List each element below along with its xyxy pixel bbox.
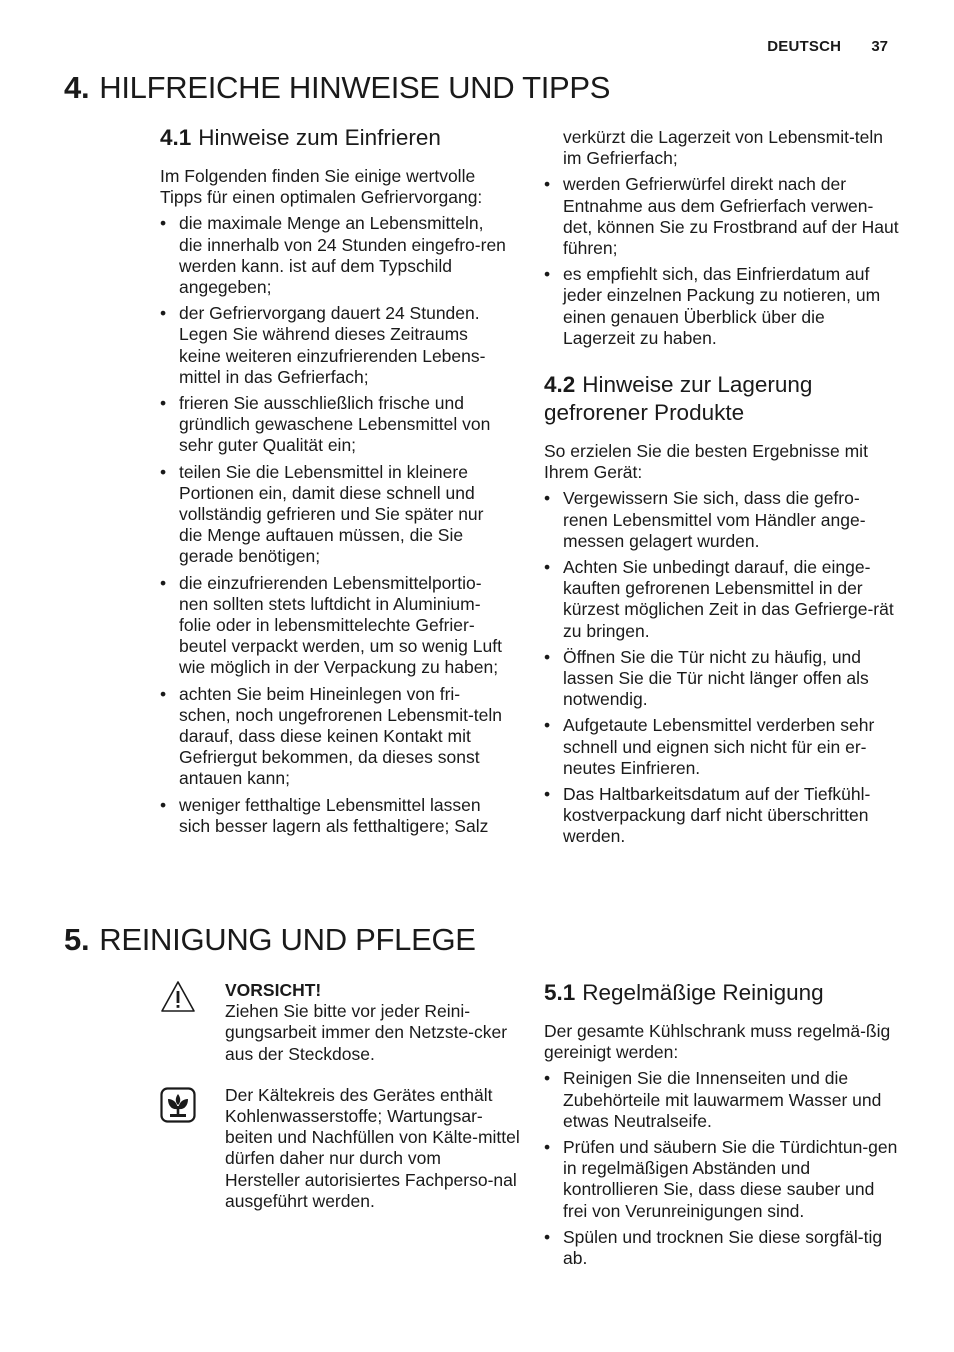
environment-text: Der Kältekreis des Gerätes enthält Kohlenwasserstoffe; Wartungsar-beiten und Nachfüllen von Kälte-mittel dürfen daher nur durch vom Hersteller autorisiertes Fachperso-nal ausgeführt werden. xyxy=(225,1084,520,1211)
section-4-1-column xyxy=(160,124,510,842)
section-4-2-column xyxy=(544,127,900,853)
list-item: • Vergewissern Sie sich, dass die gefro-renen Lebensmittel vom Händler ange-messen gelagert wurden. xyxy=(544,488,900,552)
caution-title: VORSICHT! xyxy=(225,980,322,1000)
list-item: • Aufgetaute Lebensmittel verderben sehr schnell und eignen sich nicht für ein er-neutes Einfrieren. xyxy=(544,715,900,779)
subsection-4-2-title: Hinweise zur Lagerung gefrorener Produkte xyxy=(544,372,813,426)
caution-note xyxy=(160,980,520,1065)
list-item: • Reinigen Sie die Innenseiten und die Zubehörteile mit lauwarmem Wasser und etwas Neutralseife. xyxy=(544,1068,900,1132)
warning-triangle-icon xyxy=(160,980,196,1018)
caution-notes xyxy=(160,980,520,1212)
subsection-5-1-title: Regelmäßige Reinigung xyxy=(582,980,824,1005)
subsection-5-1-intro: Der gesamte Kühlschrank muss regelmä-ßig gereinigt werden: xyxy=(544,1021,891,1063)
subsection-5-1-number: 5.1 xyxy=(544,980,576,1005)
caution-text: Ziehen Sie bitte vor jeder Reini-gungsarbeit immer den Netzste-cker aus der Steckdose. xyxy=(225,1001,508,1064)
list-item: • die einzufrierenden Lebensmittelportio-nen sollten stets luftdicht in Aluminium-folie oder in lebensmittelechte Gefrier-beutel verpackt werden, um so wenig Luft wie möglich in der Verpackung zu haben; xyxy=(160,573,510,679)
section-4-heading xyxy=(64,70,610,106)
subsection-5-1-heading xyxy=(544,979,900,1007)
section-4-number: 4. xyxy=(64,70,90,105)
subsection-4-2-intro: So erzielen Sie die besten Ergebnisse mit Ihrem Gerät: xyxy=(544,441,868,483)
list-item: • Prüfen und säubern Sie die Türdichtun-gen in regelmäßigen Abständen und kontrollieren Sie, dass diese sauber und frei von Verunreinigungen sind. xyxy=(544,1137,900,1222)
subsection-4-2-heading xyxy=(544,371,900,427)
freezing-tips-list-continued xyxy=(544,174,900,349)
environment-note xyxy=(160,1085,520,1212)
environment-plant-icon xyxy=(160,1087,196,1128)
subsection-4-1-heading xyxy=(160,124,510,152)
section-5-heading xyxy=(64,922,476,958)
page-number: 37 xyxy=(871,38,888,55)
language-label: DEUTSCH xyxy=(767,38,842,55)
subsection-4-1-number: 4.1 xyxy=(160,125,192,150)
subsection-4-1-title: Hinweise zum Einfrieren xyxy=(198,125,441,150)
storage-tips-list xyxy=(544,488,900,847)
list-item: • die maximale Menge an Lebensmitteln, die innerhalb von 24 Stunden eingefro-ren werden kann. ist auf dem Typschild angegeben; xyxy=(160,213,510,298)
list-item: • weniger fetthaltige Lebensmittel lassen sich besser lagern als fetthaltigere; Salz xyxy=(160,795,510,837)
list-item: • achten Sie beim Hineinlegen von fri-schen, noch ungefrorenen Lebensmit-teln darauf, dass diese keinen Kontakt mit Gefriergut bekommen, da dieses sonst antauen kann; xyxy=(160,684,510,790)
section-4-title: HILFREICHE HINWEISE UND TIPPS xyxy=(99,70,611,105)
list-item-continuation: verkürzt die Lagerzeit von Lebensmit-teln im Gefrierfach; xyxy=(563,127,884,169)
list-item: • der Gefriervorgang dauert 24 Stunden. Legen Sie während dieses Zeitraums keine weiteren einzufrierenden Lebens-mittel in das Gefrierfach; xyxy=(160,303,510,388)
list-item: • Öffnen Sie die Tür nicht zu häufig, und lassen Sie die Tür nicht länger offen als notwendig. xyxy=(544,647,900,711)
section-5-title: REINIGUNG UND PFLEGE xyxy=(99,922,476,957)
section-5-1-column xyxy=(544,979,900,1274)
list-item: • Spülen und trocknen Sie diese sorgfäl-tig ab. xyxy=(544,1227,900,1269)
page-header xyxy=(767,38,888,55)
list-item: • es empfiehlt sich, das Einfrierdatum auf jeder einzelnen Packung zu notieren, um einen genauen Überblick über die Lagerzeit zu haben. xyxy=(544,264,900,349)
freezing-tips-list xyxy=(160,213,510,837)
list-item: • frieren Sie ausschließlich frische und gründlich gewaschene Lebensmittel von sehr guter Qualität ein; xyxy=(160,393,510,457)
subsection-4-1-intro: Im Folgenden finden Sie einige wertvolle Tipps für einen optimalen Gefriervorgang: xyxy=(160,166,483,208)
list-item: • werden Gefrierwürfel direkt nach der Entnahme aus dem Gefrierfach verwen-det, können Sie zu Frostbrand auf der Haut führen; xyxy=(544,174,900,259)
cleaning-steps-list xyxy=(544,1068,900,1269)
subsection-4-2-number: 4.2 xyxy=(544,372,576,398)
section-5-number: 5. xyxy=(64,922,90,957)
list-item: • Das Haltbarkeitsdatum auf der Tiefkühl-kostverpackung darf nicht überschritten werden. xyxy=(544,784,900,848)
list-item: • Achten Sie unbedingt darauf, die einge-kauften gefrorenen Lebensmittel in der kürzest möglichen Zeit in das Gefrierge-rät zu bringen. xyxy=(544,557,900,642)
list-item: • teilen Sie die Lebensmittel in kleinere Portionen ein, damit diese schnell und vollständig gefrieren und Sie später nur die Menge auftauen müssen, die Sie gerade benötigen; xyxy=(160,462,510,568)
